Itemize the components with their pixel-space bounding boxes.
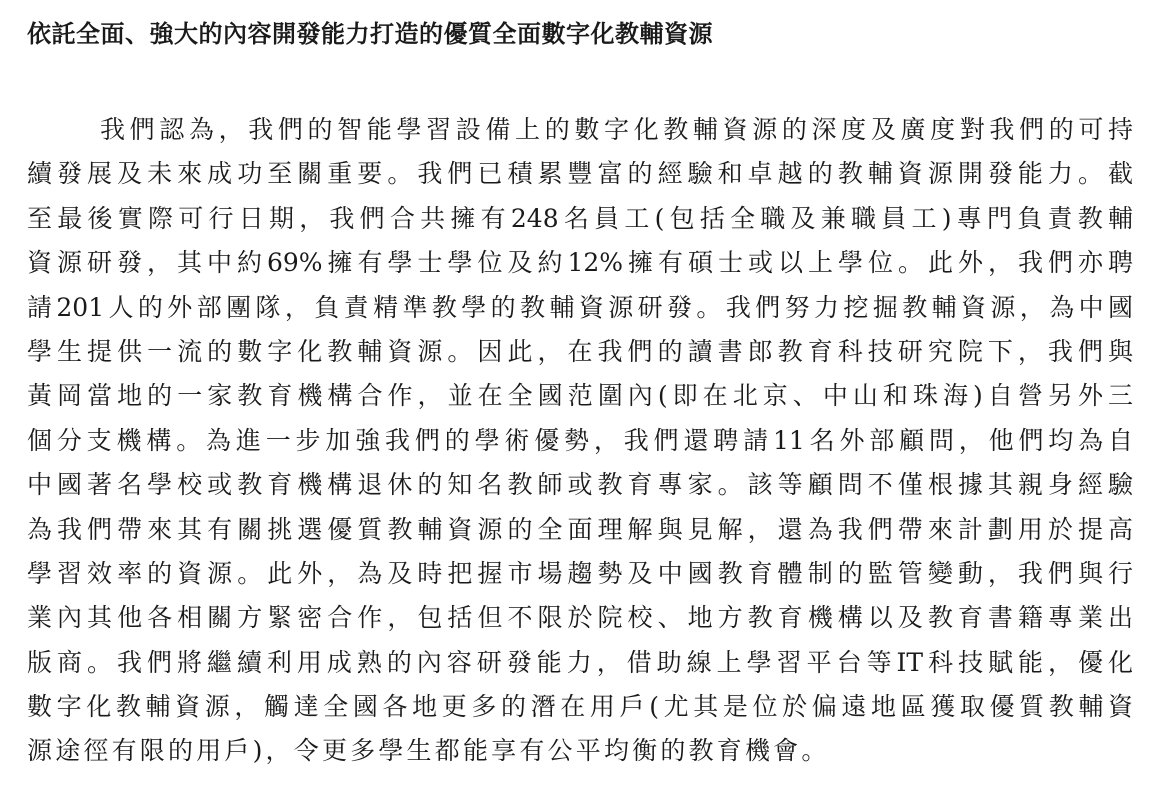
paragraph-line: 個分支機構。為進一步加強我們的學術優勢，我們還聘請11名外部顧問，他們均為自	[27, 425, 1133, 455]
paragraph-line: 我們認為，我們的智能學習設備上的數字化教輔資源的深度及廣度對我們的可持	[100, 115, 1133, 144]
paragraph-line: 請201人的外部團隊，負責精準教學的教輔資源研發。我們努力挖掘教輔資源，為中國	[27, 292, 1133, 322]
paragraph-line: 至最後實際可行日期，我們合共擁有248名員工(包括全職及兼職員工)專門負責教輔	[27, 203, 1133, 233]
paragraph-line: 黃岡當地的一家教育機構合作，並在全國范圍內(即在北京、中山和珠海)自營另外三	[27, 381, 1133, 411]
section-heading: 依託全面、強大的內容開發能力打造的優質全面數字化教輔資源	[27, 20, 713, 48]
paragraph-line: 數字化教輔資源，觸達全國各地更多的潛在用戶(尤其是位於偏遠地區獲取優質教輔資	[27, 692, 1133, 722]
paragraph-line: 中國著名學校或教育機構退休的知名教師或教育專家。該等顧問不僅根據其親身經驗	[27, 470, 1133, 500]
paragraph-line: 業內其他各相關方緊密合作，包括但不限於院校、地方教育機構以及教育書籍專業出	[27, 603, 1133, 633]
paragraph-line: 學生提供一流的數字化教輔資源。因此，在我們的讀書郎教育科技研究院下，我們與	[27, 336, 1133, 366]
paragraph-line: 學習效率的資源。此外，為及時把握市場趨勢及中國教育體制的監管變動，我們與行	[27, 558, 1133, 588]
paragraph-line: 版商。我們將繼續利用成熟的內容研發能力，借助線上學習平台等IT科技賦能，優化	[27, 647, 1133, 677]
paragraph-line: 為我們帶來其有關挑選優質教輔資源的全面理解與見解，還為我們帶來計劃用於提高	[27, 514, 1133, 544]
body-paragraph	[27, 108, 1133, 774]
paragraph-line: 資源研發，其中約69%擁有學士學位及約12%擁有碩士或以上學位。此外，我們亦聘	[27, 248, 1133, 278]
paragraph-line: 源途徑有限的用戶)，令更多學生都能享有公平均衡的教育機會。	[27, 736, 830, 766]
paragraph-line: 續發展及未來成功至關重要。我們已積累豐富的經驗和卓越的教輔資源開發能力。截	[27, 159, 1133, 189]
